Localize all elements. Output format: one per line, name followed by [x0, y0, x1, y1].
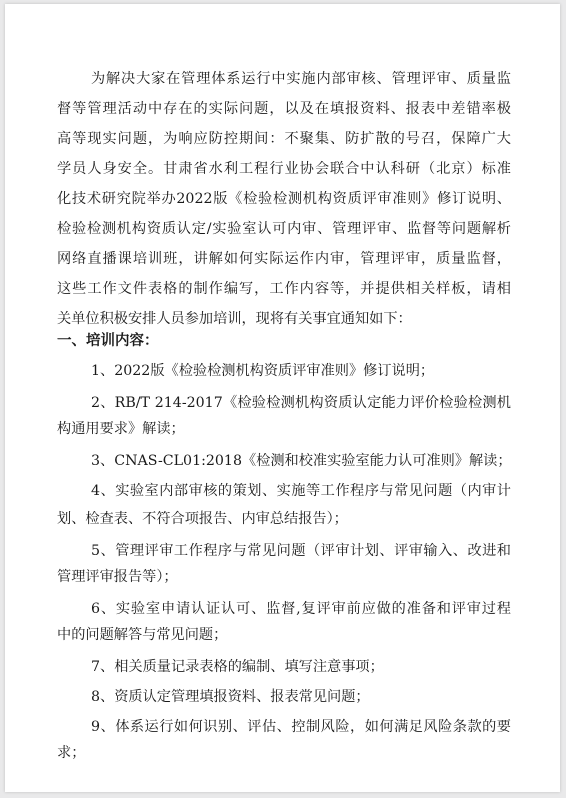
list-item-continuation: 中的问题解答与常见问题； [57, 627, 228, 643]
intro-line: 检验检测机构资质认定/实验室认可内审、管理评审、监督等问题解析 [57, 221, 511, 237]
list-item: 9、体系运行如何识别、评估、控制风险，如何满足风险条款的要 [91, 719, 511, 735]
list-item-continuation: 构通用要求》解读； [57, 421, 185, 437]
list-item-continuation: 管理评审报告等）； [57, 569, 178, 585]
section-heading: 一、培训内容： [57, 333, 159, 349]
list-item: 3、CNAS-CL01:2018《检测和校准实验室能力认可准则》解读； [91, 453, 512, 469]
list-item-continuation: 求； [57, 745, 86, 761]
list-item: 5、管理评审工作程序与常见问题（评审计划、评审输入、改进和 [91, 543, 511, 559]
intro-line: 化技术研究院举办2022版《检验检测机构资质评审准则》修订说明、 [57, 191, 511, 207]
intro-line: 为解决大家在管理体系运行中实施内部审核、管理评审、质量监 [91, 71, 511, 87]
list-item: 7、相关质量记录表格的编制、填写注意事项； [91, 659, 384, 675]
list-item: 4、实验室内部审核的策划、实施等工作程序与常见问题（内审计 [91, 483, 511, 499]
document-page [5, 4, 560, 792]
list-item: 8、资质认定管理填报资料、报表常见问题； [91, 689, 370, 705]
list-item: 6、实验室申请认证认可、监督,复评审前应做的准备和评审过程 [91, 601, 511, 617]
intro-line: 关单位积极安排人员参加培训，现将有关事宜通知如下： [57, 311, 412, 327]
intro-line: 高等现实问题，为响应防控期间：不聚集、防扩散的号召，保障广大 [57, 131, 511, 147]
intro-line: 督等管理活动中存在的实际问题，以及在填报资料、报表中差错率极 [57, 101, 511, 117]
intro-line: 这些工作文件表格的制作编写，工作内容等，并提供相关样板，请相 [57, 281, 511, 297]
list-item: 1、2022版《检验检测机构资质评审准则》修订说明； [91, 363, 435, 379]
intro-line: 学员人身安全。甘肃省水利工程行业协会联合中认科研（北京）标准 [57, 161, 511, 177]
list-item-continuation: 划、检查表、不符合项报告、内审总结报告）； [57, 511, 348, 527]
list-item: 2、RB/T 214-2017《检验检测机构资质认定能力评价检验检测机 [91, 395, 511, 411]
intro-line: 网络直播课培训班，讲解如何实际运作内审，管理评审，质量监督， [57, 251, 511, 267]
